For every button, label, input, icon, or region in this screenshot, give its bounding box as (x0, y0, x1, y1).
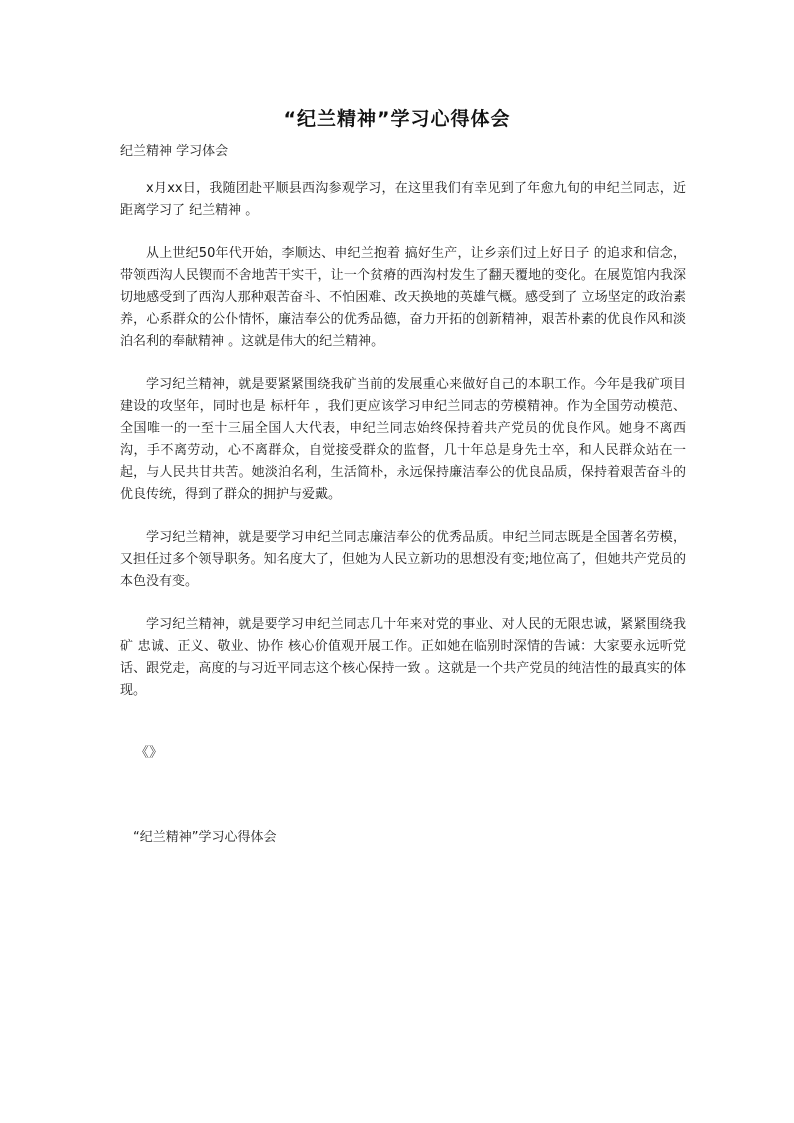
paragraph: 学习纪兰精神，就是要学习申纪兰同志几十年来对党的事业、对人民的无限忠诚，紧紧围绕我矿 忠诚、正义、敬业、协作 核心价值观开展工作。正如她在临别时深情的告诫：大家要永远听党话、跟党走，高度的与习近平同志这个核心保持一致 。这就是一个共产党员的纯洁性的最真实的体现。 (120, 617, 686, 698)
paragraph: 学习纪兰精神，就是要学习申纪兰同志廉洁奉公的优秀品质。申纪兰同志既是全国著名劳模，又担任过多个领导职务。知名度大了，但她为人民立新功的思想没有变;地位高了，但她共产党员的本色没有变。 (120, 530, 686, 589)
footer-title: “纪兰精神”学习心得体会 (133, 830, 277, 845)
paragraph: x月xx日，我随团赴平顺县西沟参观学习，在这里我们有幸见到了年愈九旬的申纪兰同志，近距离学习了 纪兰精神 。 (120, 181, 686, 218)
paragraph: 从上世纪50年代开始，李顺达、申纪兰抱着 搞好生产，让乡亲们过上好日子 的追求和信念，带领西沟人民锲而不舍地苦干实干，让一个贫瘠的西沟村发生了翻天覆地的变化。在展览馆内我深切地感受到了西沟人那种艰苦奋斗、不怕困难、改天换地的英雄气概。感受到了 立场坚定的政治素养，心系群众的公仆情怀，廉洁奉公的优秀品德，奋力开拓的创新精神，艰苦朴素的优良作风和淡泊名利的奉献精神 。这就是伟大的纪兰精神。 (120, 246, 686, 349)
document-body (120, 178, 686, 723)
document-title: “纪兰精神”学习心得体会 (283, 108, 511, 130)
document-subtitle: 纪兰精神 学习体会 (120, 144, 229, 159)
paragraph: 学习纪兰精神，就是要紧紧围绕我矿当前的发展重心来做好自己的本职工作。今年是我矿项目建设的攻坚年，同时也是 标杆年 ，我们更应该学习申纪兰同志的劳模精神。作为全国劳动模范、全国唯一的一至十三届全国人大代表，申纪兰同志始终保持着共产党员的优良作风。她身不离西沟，手不离劳动，心不离群众，自觉接受群众的监督，几十年总是身先士卒，和人民群众站在一起，与人民共甘共苦。她淡泊名利，生活简朴，永远保持廉洁奉公的优良品质，保持着艰苦奋斗的优良传统，得到了群众的拥护与爱戴。 (120, 377, 686, 502)
chevron-quotes: 《》 (135, 745, 163, 761)
